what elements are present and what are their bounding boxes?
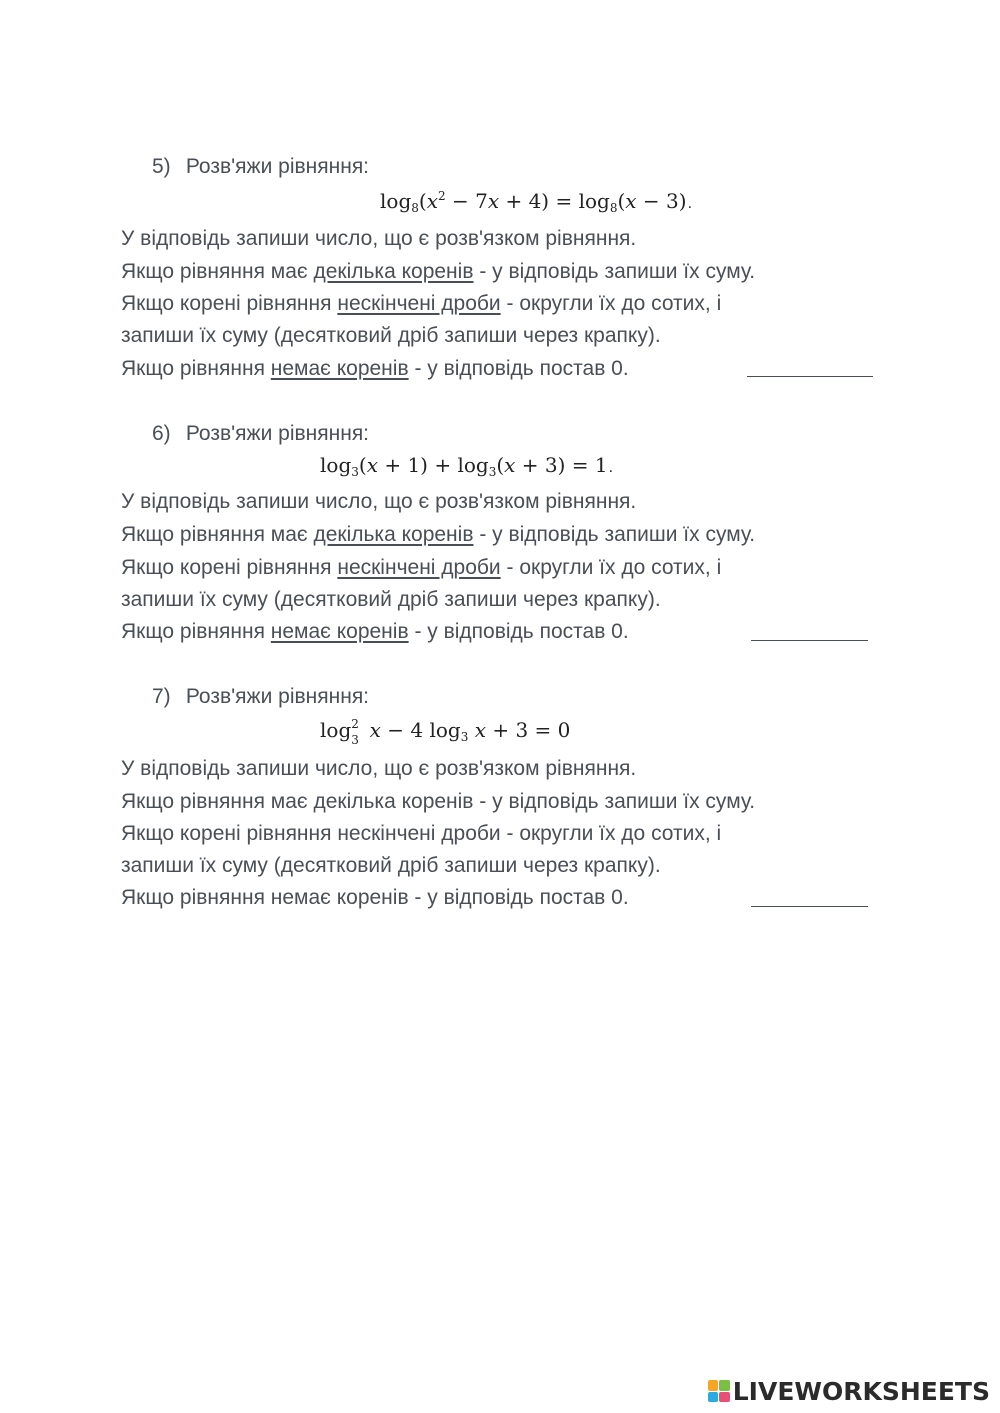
task-7-line-4: запиши їх суму (десятковий дріб запиши через крапку).: [121, 854, 661, 877]
task-5-line-5: Якщо рівняння немає коренів - у відповідь постав 0.: [121, 357, 629, 380]
task-number: 7): [152, 685, 171, 708]
task-7-title: [152, 684, 369, 710]
task-5-line-1: У відповідь запиши число, що є розв'язком рівняння.: [121, 227, 637, 250]
logo-text: LIVEWORKSHEETS: [732, 1376, 990, 1406]
task-title-text: Розв'яжи рівняння:: [185, 685, 370, 708]
task-6-title: [152, 421, 369, 447]
task-5-line-4: запиши їх суму (десятковий дріб запиши через крапку).: [121, 324, 661, 347]
task-6-answer-blank[interactable]: [751, 640, 868, 641]
task-5-equation: $\log_8(x^2 - 7x + 4) = \log_8(x - 3)$.: [380, 189, 693, 215]
logo-square-4: [719, 1392, 730, 1403]
task-title-text: Розв'яжи рівняння:: [185, 155, 370, 178]
task-7-line-2: Якщо рівняння має декілька коренів - у відповідь запиши їх суму.: [121, 790, 756, 813]
task-7-line-5: Якщо рівняння немає коренів - у відповідь постав 0.: [121, 886, 629, 909]
task-6-line-3: Якщо корені рівняння нескінчені дроби - округли їх до сотих, і: [121, 556, 722, 579]
task-6-line-5: Якщо рівняння немає коренів - у відповідь постав 0.: [121, 620, 629, 643]
logo-mark-icon: [708, 1380, 730, 1402]
liveworksheets-logo: [708, 1373, 990, 1409]
task-5-answer-blank[interactable]: [747, 376, 873, 377]
task-5-line-3: Якщо корені рівняння нескінчені дроби - округли їх до сотих, і: [121, 292, 722, 315]
task-7-line-3: Якщо корені рівняння нескінчені дроби - округли їх до сотих, і: [121, 822, 722, 845]
task-7-line-1: У відповідь запиши число, що є розв'язком рівняння.: [121, 757, 637, 780]
task-5-title: [152, 154, 369, 180]
logo-square-2: [719, 1380, 730, 1391]
task-7-equation: log 2 3 x − 4 $\log_3 x + 3 = 0$: [320, 717, 571, 747]
task-6-line-2: Якщо рівняння має декілька коренів - у відповідь запиши їх суму.: [121, 523, 756, 546]
task-number: 5): [152, 155, 171, 178]
task-6-line-1: У відповідь запиши число, що є розв'язком рівняння.: [121, 490, 637, 513]
logo-square-1: [708, 1380, 719, 1391]
task-6-line-4: запиши їх суму (десятковий дріб запиши через крапку).: [121, 588, 661, 611]
logo-square-3: [708, 1392, 719, 1403]
task-7-answer-blank[interactable]: [751, 906, 868, 907]
task-6-equation: $\log_3(x + 1) + \log_3(x + 3) = 1$.: [320, 453, 614, 479]
task-title-text: Розв'яжи рівняння:: [185, 422, 370, 445]
task-number: 6): [152, 422, 171, 445]
task-5-line-2: Якщо рівняння має декілька коренів - у відповідь запиши їх суму.: [121, 260, 756, 283]
